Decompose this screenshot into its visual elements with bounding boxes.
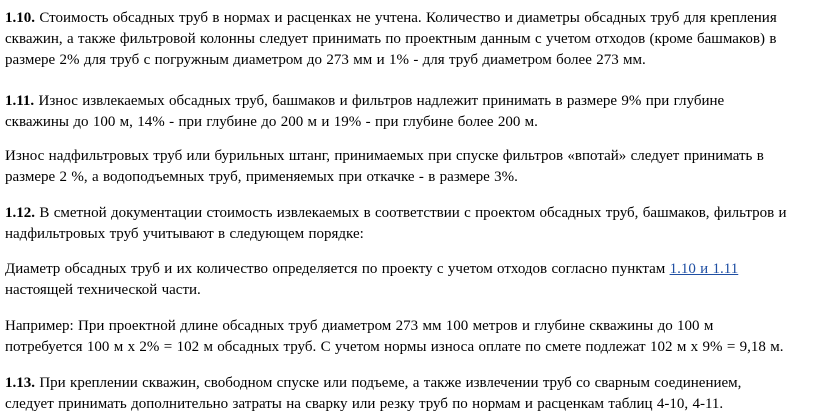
paragraph-line: размере 2% для труб с погружным диаметром до 273 мм и 1% - для труб диаметром более 273 мм. xyxy=(5,52,646,68)
paragraph-line xyxy=(5,8,828,29)
paragraph-line xyxy=(5,203,828,224)
paragraph-line: Износ надфильтровых труб или бурильных штанг, принимаемых при спуске фильтров «впотай» следует принимать в xyxy=(5,148,764,164)
paragraph-diameter-note xyxy=(5,259,828,301)
paragraph-line: настоящей технической части. xyxy=(5,282,201,298)
paragraph-text: Диаметр обсадных труб и их количество определяется по проекту с учетом отходов согласно пунктам xyxy=(5,261,670,277)
clause-number: 1.11. xyxy=(5,93,35,109)
paragraph-text: Стоимость обсадных труб в нормах и расценках не учтена. Количество и диаметры обсадных труб для крепления xyxy=(35,10,777,26)
paragraph-wear-note xyxy=(5,146,828,188)
paragraph-1-10 xyxy=(5,8,828,71)
paragraph-1-12 xyxy=(5,203,828,245)
paragraph-text: При креплении скважин, свободном спуске или подъеме, а также извлечении труб со сварным соединением, xyxy=(35,375,742,391)
paragraph-line: размере 2 %, а водоподъемных труб, применяемых при откачке - в размере 3%. xyxy=(5,169,518,185)
paragraph-text: В сметной документации стоимость извлекаемых в соответствии с проектом обсадных труб, башмаков, фильтров и xyxy=(35,205,787,221)
paragraph-line: Например: При проектной длине обсадных труб диаметром 273 мм 100 метров и глубине скважины до 100 м xyxy=(5,318,714,334)
paragraph-line xyxy=(5,373,828,394)
paragraph-1-11 xyxy=(5,91,828,133)
paragraph-line: потребуется 100 м х 2% = 102 м обсадных труб. С учетом нормы износа оплате по смете подлежат 102 м х 9% = 9,18 м. xyxy=(5,339,784,355)
paragraph-line: следует принимать дополнительно затраты на сварку или резку труб по нормам и расценкам таблиц 4-10, 4-11. xyxy=(5,396,724,412)
clause-reference-link[interactable]: 1.10 и 1.11 xyxy=(669,261,739,277)
clause-number: 1.13. xyxy=(5,375,35,391)
paragraph-text: Износ извлекаемых обсадных труб, башмаков и фильтров надлежит принимать в размере 9% при глубине xyxy=(34,93,725,109)
paragraph-1-13 xyxy=(5,373,828,415)
clause-number: 1.12. xyxy=(5,205,35,221)
paragraph-line xyxy=(5,259,828,280)
paragraph-line: надфильтровых труб учитывают в следующем порядке: xyxy=(5,226,364,242)
paragraph-line: скважин, а также фильтровой колонны следует принимать по проектным данным с учетом отходов (кроме башмаков) в xyxy=(5,31,777,47)
paragraph-line xyxy=(5,91,828,112)
clause-number: 1.10. xyxy=(5,10,35,26)
paragraph-line: скважины до 100 м, 14% - при глубине до 200 м и 19% - при глубине более 200 м. xyxy=(5,114,538,130)
paragraph-example xyxy=(5,316,828,358)
